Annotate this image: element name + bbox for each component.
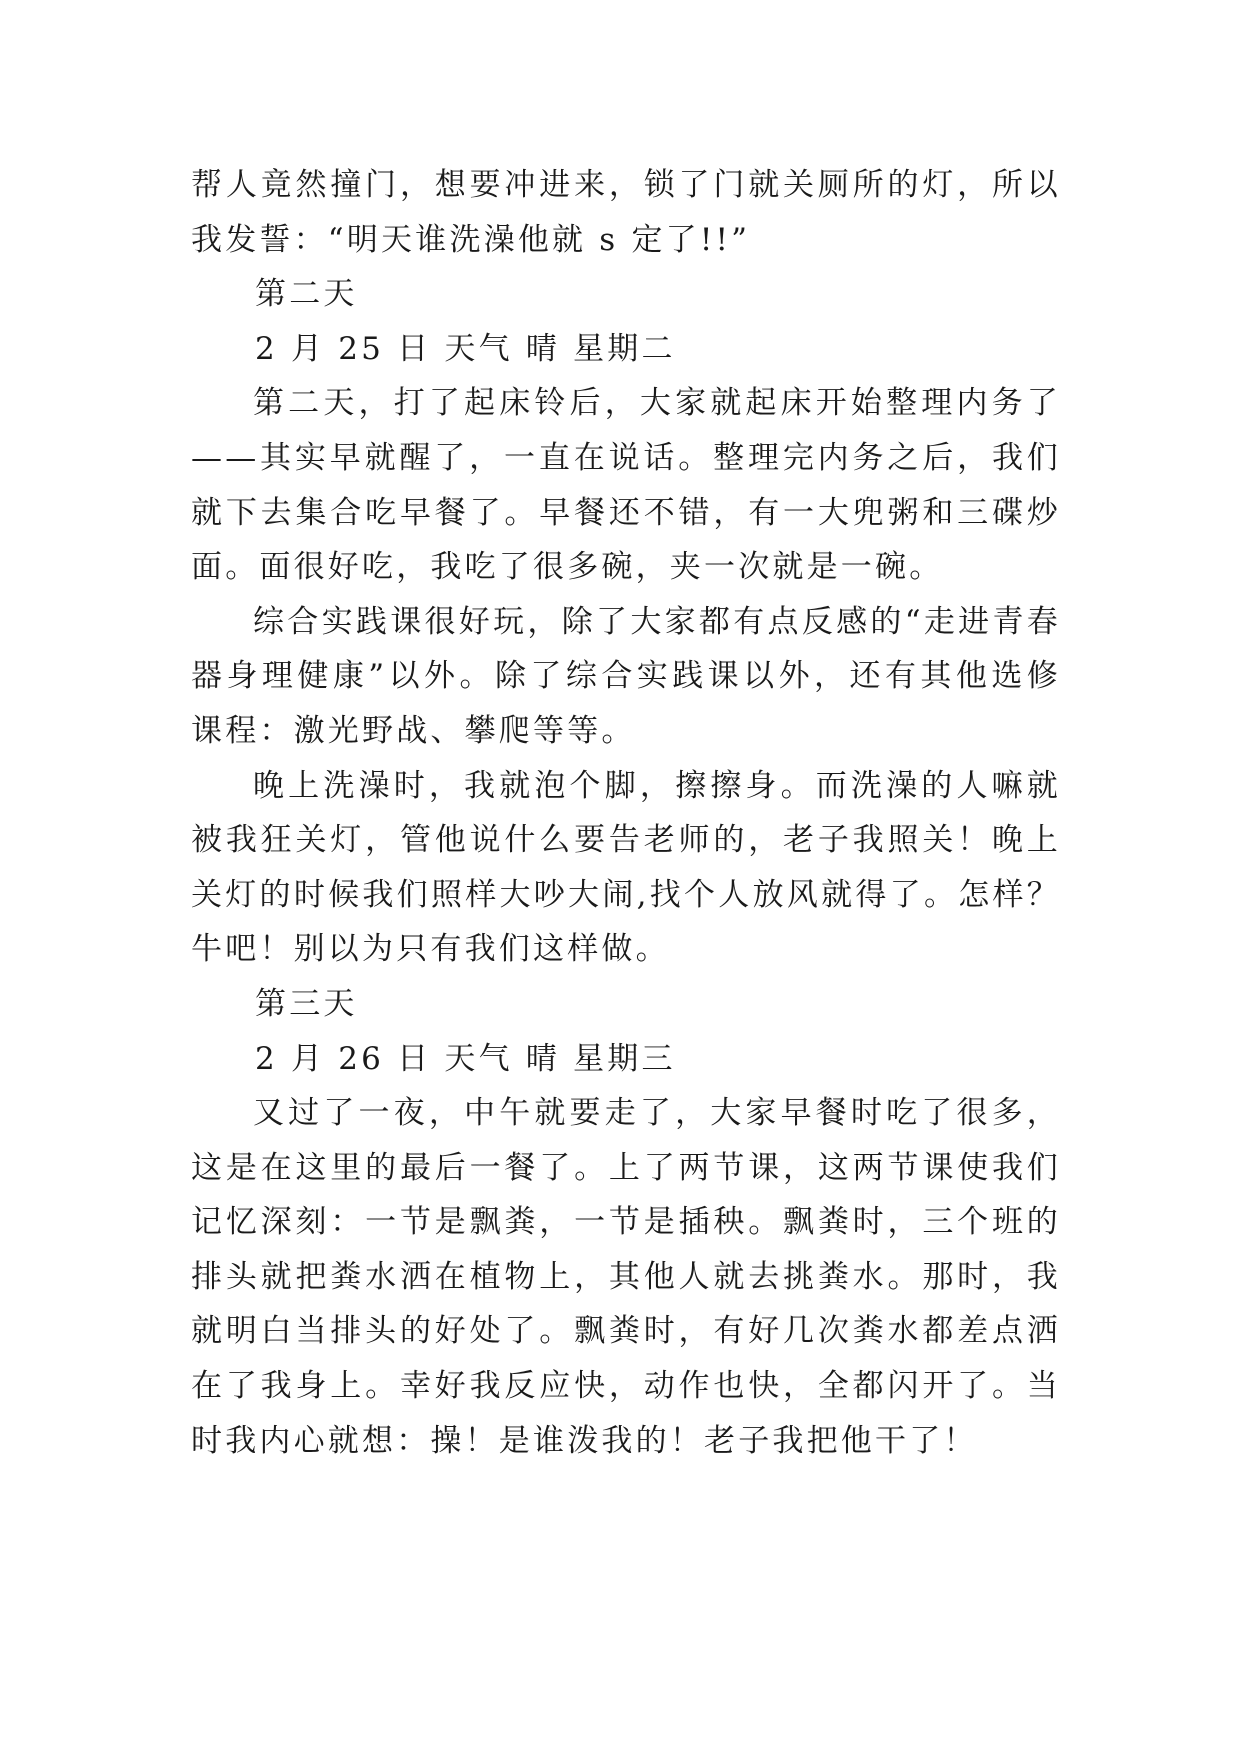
- paragraph-morning: 第二天，打了起床铃后，大家就起床开始整理内务了——其实早就醒了，一直在说话。整理完内务之后，我们就下去集合吃早餐了。早餐还不错，有一大兜粥和三碟炒面。面很好吃，我吃了很多碗，夹一次就是一碗。: [191, 385, 1061, 586]
- document-body: [191, 158, 1061, 1468]
- paragraph-last-day: 又过了一夜，中午就要走了，大家早餐时吃了很多，这是在这里的最后一餐了。上了两节课，这两节课使我们记忆深刻：一节是飘粪，一节是插秧。飘粪时，三个班的排头就把粪水洒在植物上，其他人就去挑粪水。那时，我就明白当排头的好处了。飘粪时，有好几次粪水都差点洒在了我身上。幸好我反应快，动作也快，全都闪开了。当时我内心就想：操！是谁泼我的！老子我把他干了！: [191, 1095, 1061, 1459]
- day-heading-two: 第二天: [255, 276, 358, 313]
- paragraph-evening: 晚上洗澡时，我就泡个脚，擦擦身。而洗澡的人嘛就被我狂关灯，管他说什么要告老师的，老子我照关！晚上关灯的时候我们照样大吵大闹,找个人放风就得了。怎样？牛吧！别以为只有我们这样做。: [191, 767, 1061, 968]
- paragraph-classes: 综合实践课很好玩，除了大家都有点反感的“走进青春器身理健康”以外。除了综合实践课以外，还有其他选修课程：激光野战、攀爬等等。: [191, 603, 1061, 749]
- date-line-day-three: 2 月 26 日 天气 晴 星期三: [255, 1040, 676, 1077]
- day-heading-three: 第三天: [255, 985, 358, 1022]
- date-line-day-two: 2 月 25 日 天气 晴 星期二: [255, 330, 676, 367]
- paragraph-continuation: 帮人竟然撞门，想要冲进来，锁了门就关厕所的灯，所以我发誓：“明天谁洗澡他就 s 定了!!”: [191, 167, 1061, 258]
